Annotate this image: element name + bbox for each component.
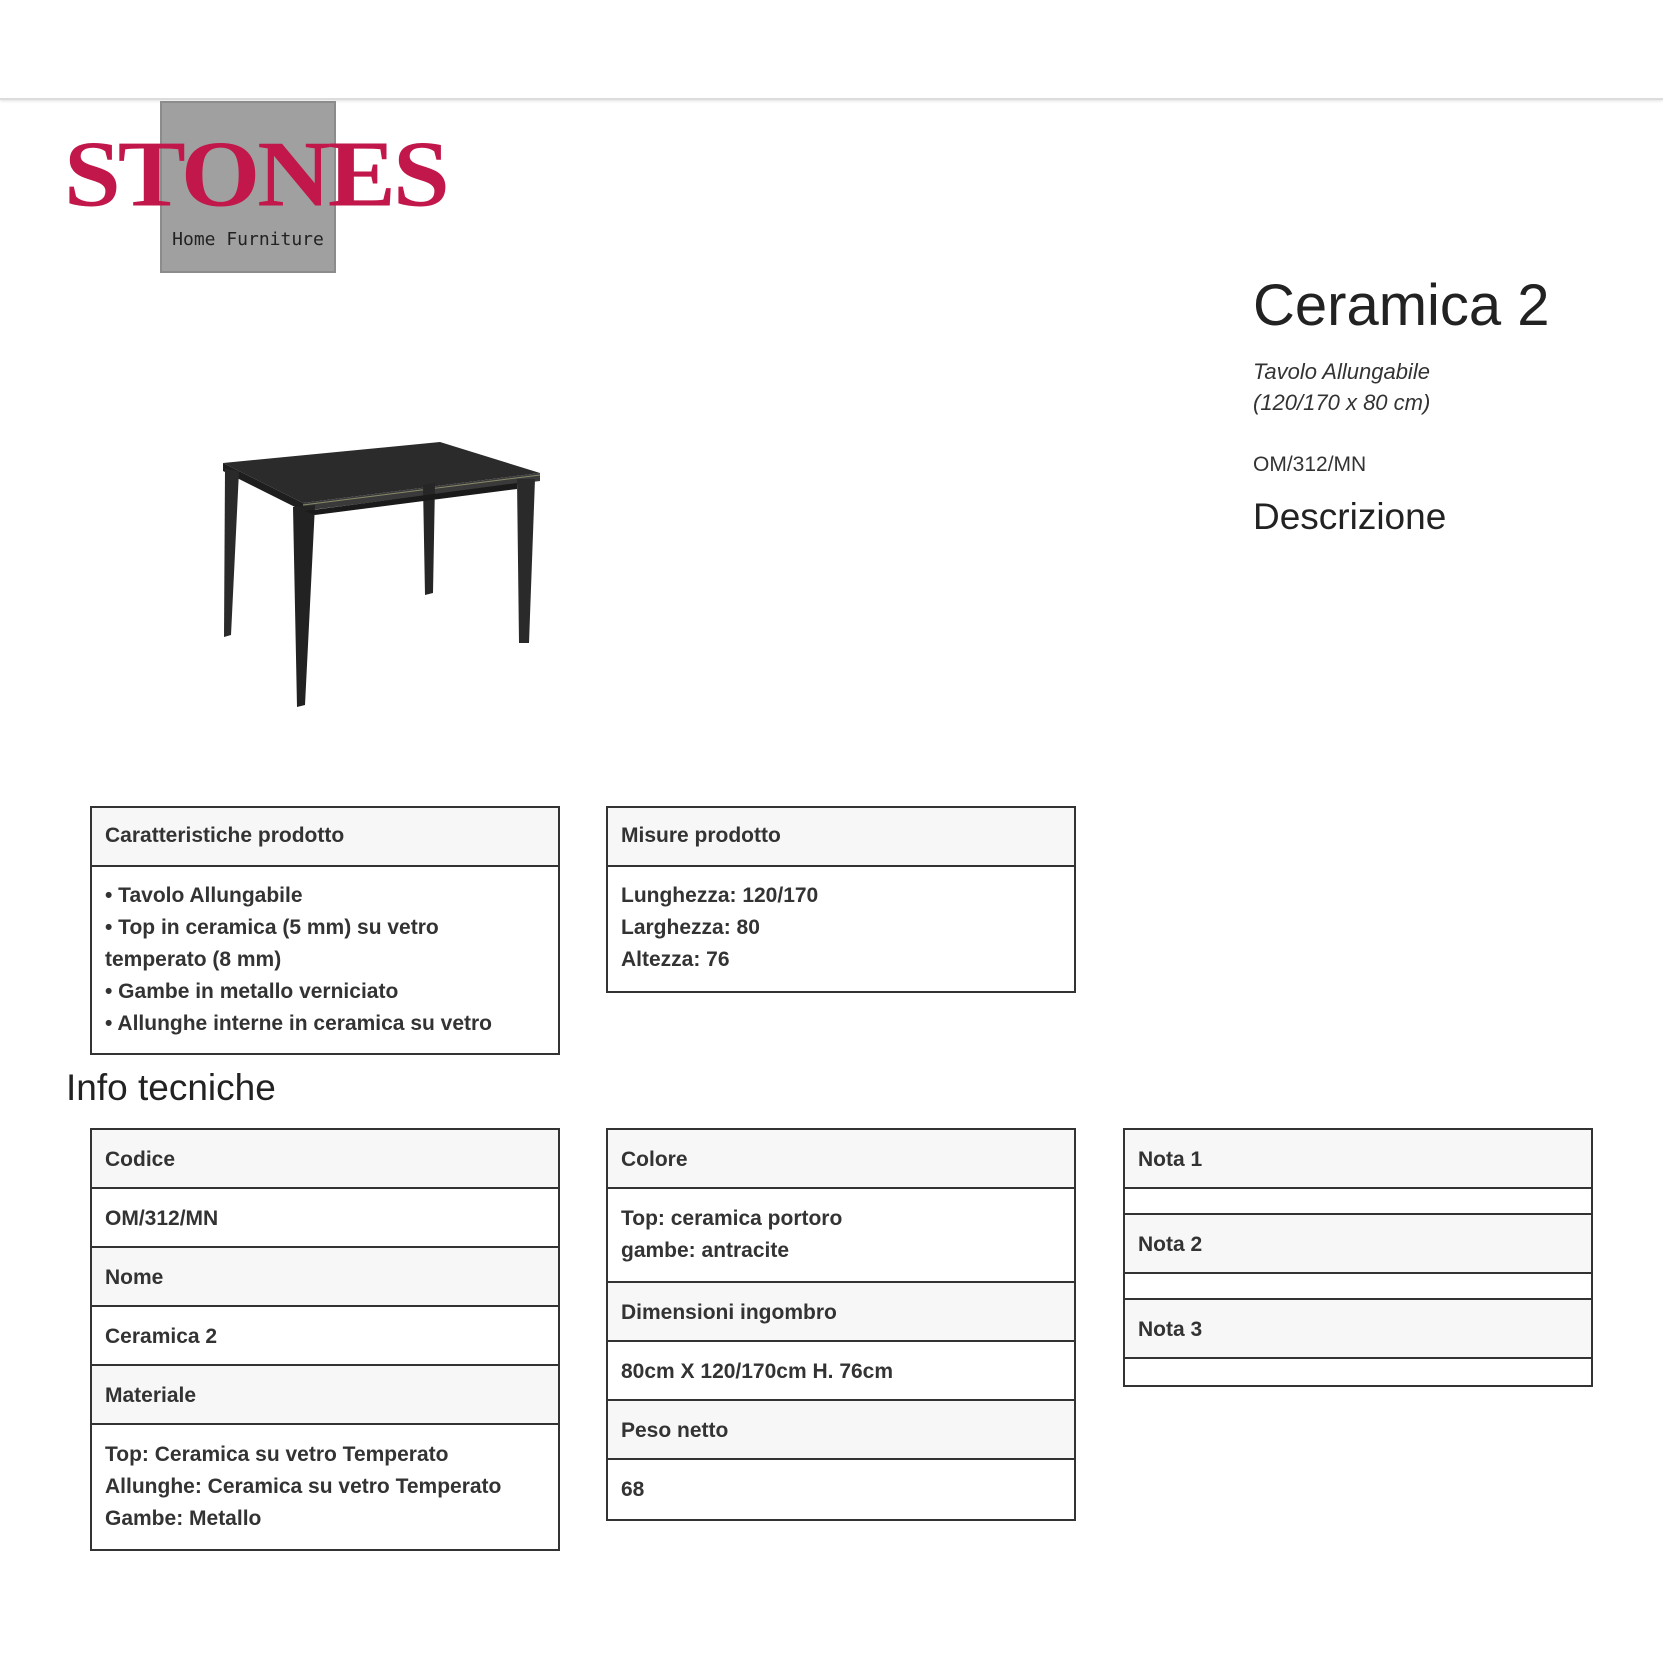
table-row-label: Materiale <box>92 1366 558 1425</box>
tech-table-general <box>90 1128 560 1551</box>
product-subtitle <box>1253 356 1430 418</box>
table-row-value <box>92 1425 558 1549</box>
table-row-value: Ceramica 2 <box>92 1307 558 1366</box>
list-item: Larghezza: 80 <box>621 916 760 939</box>
value-line: Allunghe: Ceramica su vetro Temperato <box>105 1475 502 1498</box>
list-item: • Allunghe interne in ceramica su vetro <box>105 1012 493 1035</box>
tech-table-specs <box>606 1128 1076 1521</box>
table-row-label: Dimensioni ingombro <box>608 1283 1074 1342</box>
table-row-value: 80cm X 120/170cm H. 76cm <box>608 1342 1074 1401</box>
features-table <box>90 806 560 1055</box>
product-code: OM/312/MN <box>1253 453 1367 476</box>
list-item: • Top in ceramica (5 mm) su vetro temperato (8 mm) <box>105 916 439 971</box>
table-row-label: Nota 3 <box>1125 1300 1591 1359</box>
list-item: Lunghezza: 120/170 <box>621 884 819 907</box>
table-row-value <box>1125 1274 1591 1300</box>
table-row-value: 68 <box>621 1478 645 1501</box>
stones-logo <box>64 101 447 275</box>
measures-table <box>606 806 1076 993</box>
table-row-label: Peso netto <box>608 1401 1074 1460</box>
list-item: • Tavolo Allungabile <box>105 884 303 907</box>
value-line: Gambe: Metallo <box>105 1507 262 1530</box>
features-list <box>92 867 558 1051</box>
tech-table-notes <box>1123 1128 1593 1387</box>
logo-subtitle: Home Furniture <box>172 229 324 250</box>
table-row-label: Codice <box>92 1130 558 1189</box>
table-row-value: OM/312/MN <box>92 1189 558 1248</box>
extendable-table-photo <box>205 435 545 710</box>
subtitle-line: Tavolo Allungabile <box>1253 359 1430 384</box>
viewer-top-bar <box>0 0 1663 100</box>
measures-list <box>608 867 1074 987</box>
value-line: Top: Ceramica su vetro Temperato <box>105 1443 449 1466</box>
table-row-label: Nota 1 <box>1125 1130 1591 1189</box>
logo-word: STONES <box>64 122 447 227</box>
measures-header: Misure prodotto <box>608 808 1074 867</box>
features-header: Caratteristiche prodotto <box>92 808 558 867</box>
value-line: Top: ceramica portoro <box>621 1207 843 1230</box>
table-row-label: Nome <box>92 1248 558 1307</box>
table-row-value <box>608 1189 1074 1283</box>
value-line: gambe: antracite <box>621 1239 790 1262</box>
list-item: Altezza: 76 <box>621 948 730 971</box>
table-row-value <box>1125 1359 1591 1385</box>
table-row-label: Colore <box>608 1130 1074 1189</box>
tech-info-heading: Info tecniche <box>66 1067 276 1108</box>
list-item: • Gambe in metallo verniciato <box>105 980 399 1003</box>
table-row-label: Nota 2 <box>1125 1215 1591 1274</box>
subtitle-line: (120/170 x 80 cm) <box>1253 390 1431 415</box>
table-row-value <box>1125 1189 1591 1215</box>
product-title: Ceramica 2 <box>1253 273 1550 338</box>
description-heading: Descrizione <box>1253 496 1447 537</box>
